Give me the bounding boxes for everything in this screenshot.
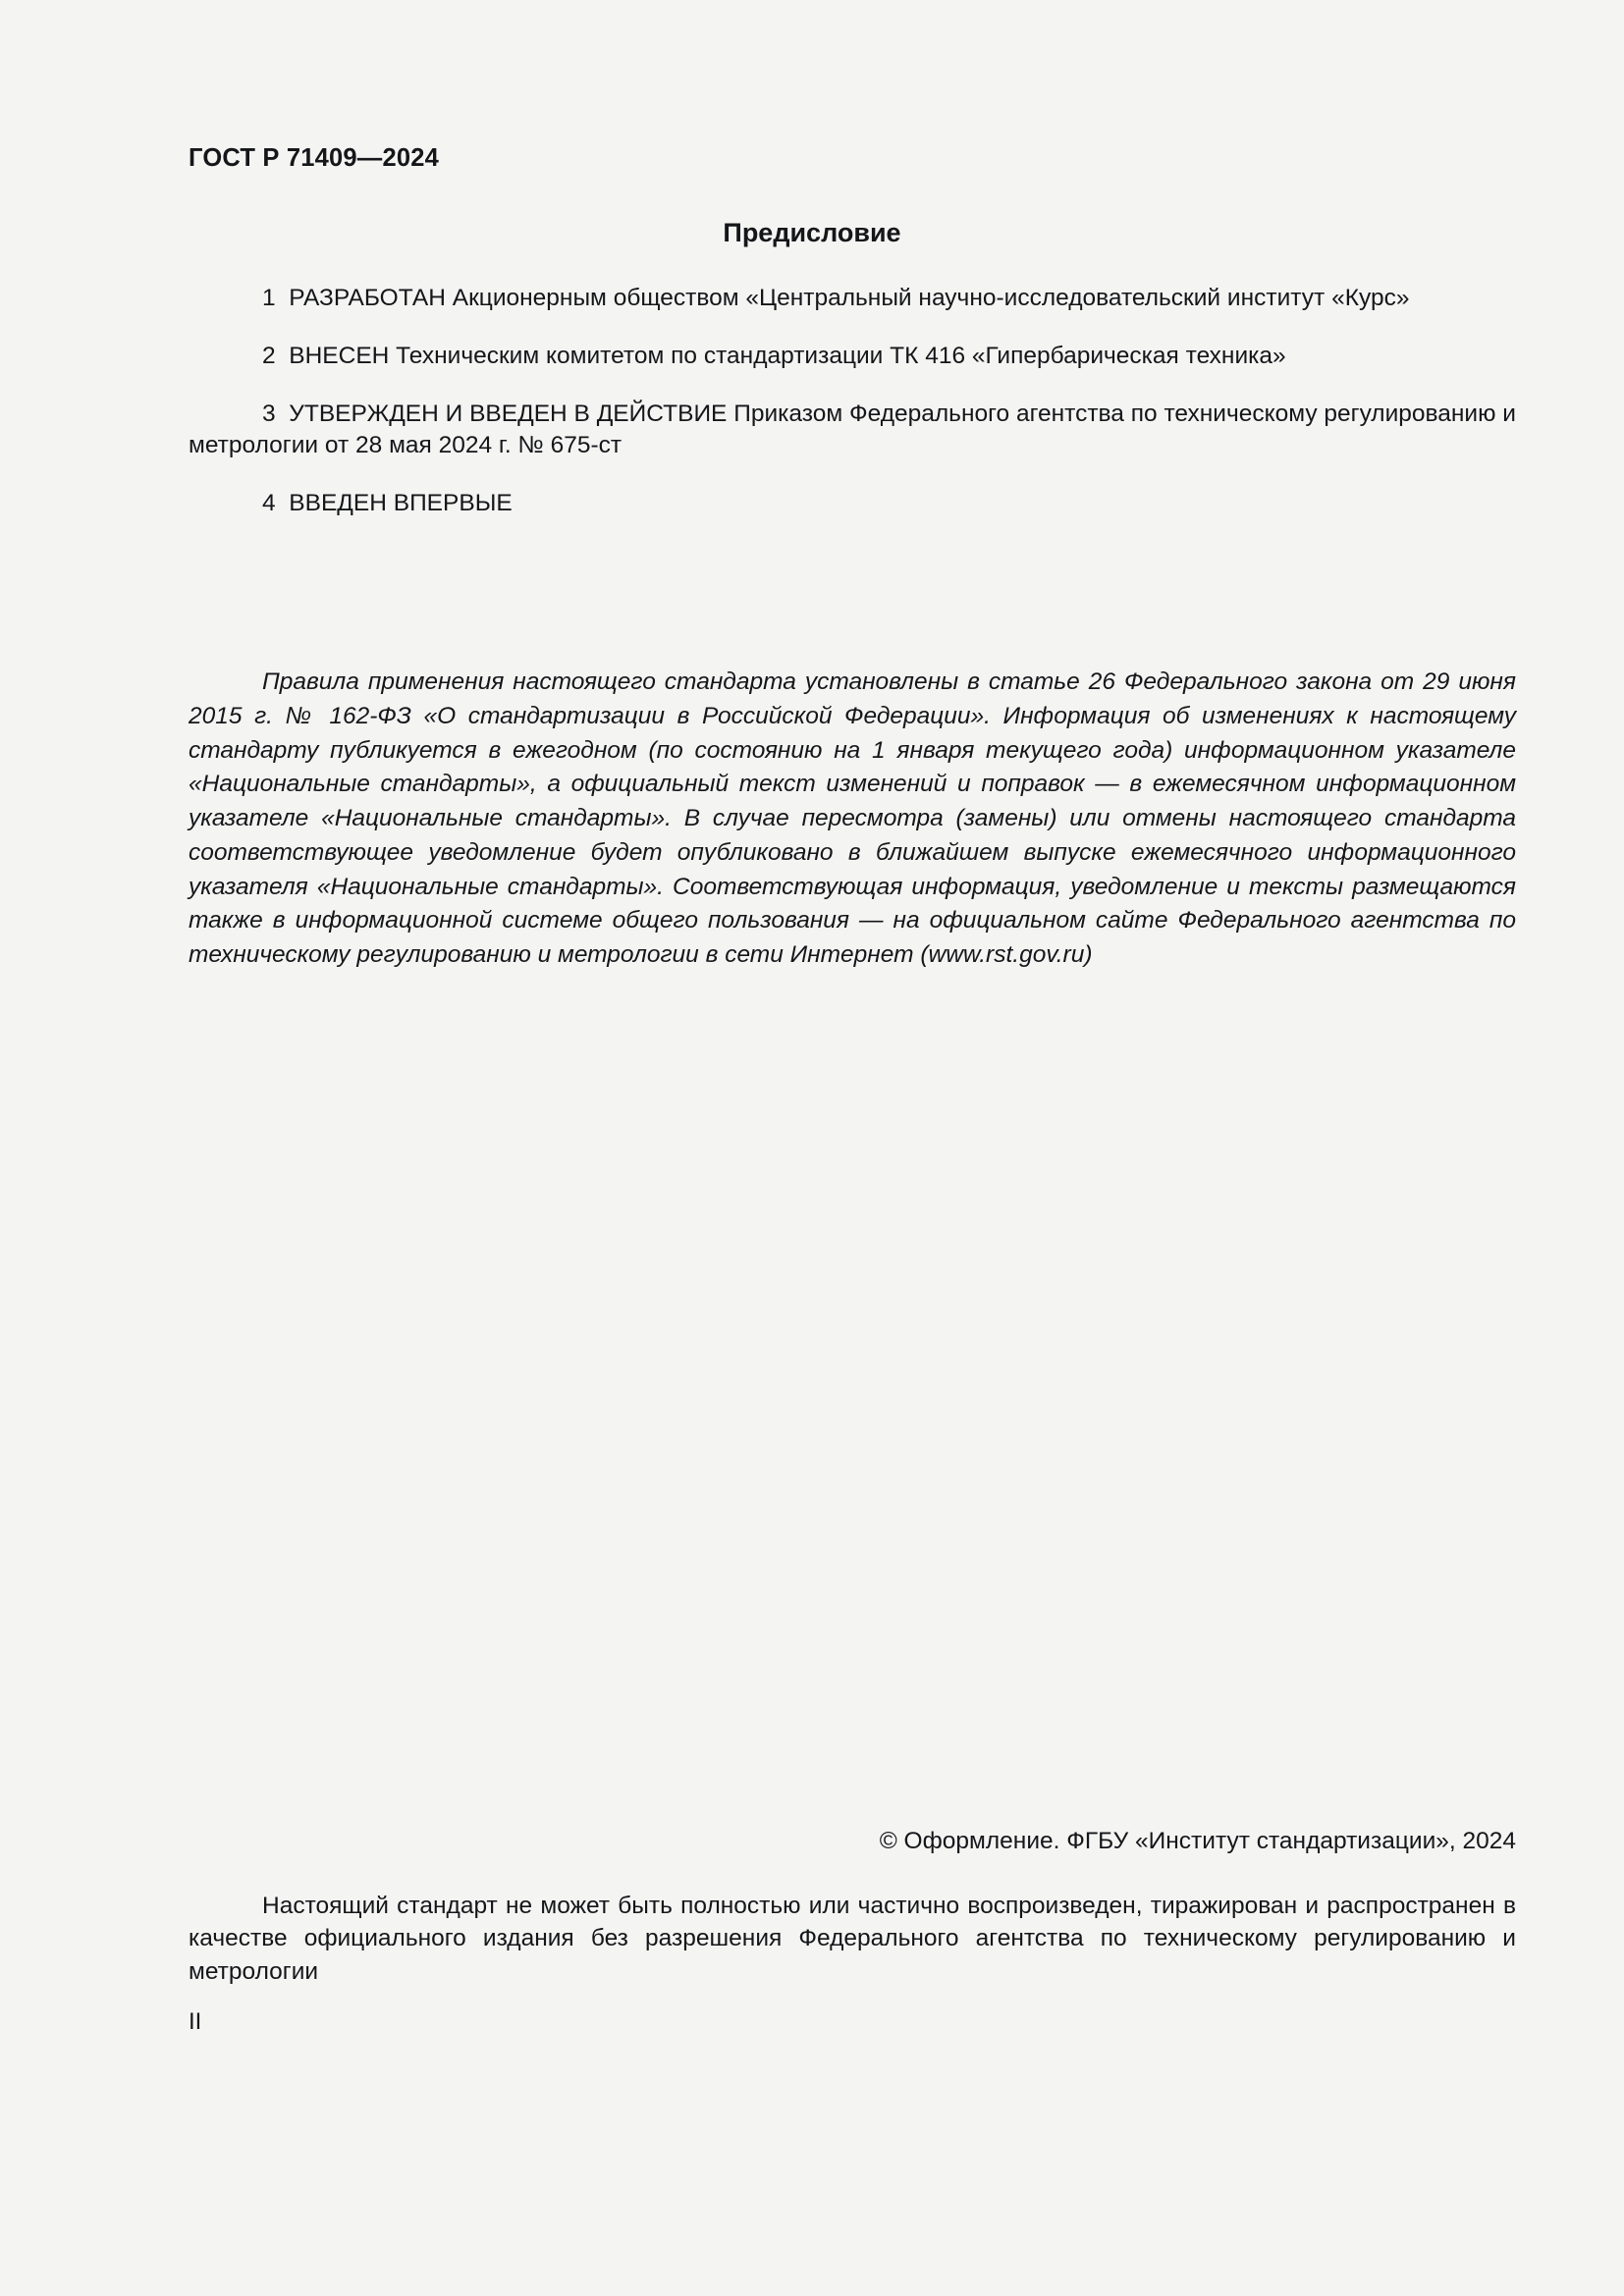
copyright-line: © Оформление. ФГБУ «Институт стандартизации», 2024	[879, 1828, 1516, 1854]
clause-item	[189, 341, 1516, 373]
clause-item	[189, 399, 1516, 463]
clause-text: ВНЕСЕН Техническим комитетом по стандартизации ТК 416 «Гипербарическая техника»	[289, 342, 1286, 369]
clause-item	[189, 488, 1516, 520]
clause-text: ВВЕДЕН ВПЕРВЫЕ	[289, 490, 513, 517]
clause-text: УТВЕРЖДЕН И ВВЕДЕН В ДЕЙСТВИЕ Приказом Федерального агентства по техническому регулированию и метрологии от 28 мая 2024 г. № 675-ст	[189, 400, 1516, 459]
clause-number: 3	[262, 400, 276, 427]
clause-number: 1	[262, 285, 276, 311]
application-rules-notice: Правила применения настоящего стандарта установлены в статье 26 Федерального закона от 29 июня 2015 г. № 162-ФЗ «О стандартизации в Российской Федерации». Информация об изменениях к настоящему стандарту публикуется в ежегодном (по состоянию на 1 января текущего года) информационном указателе «Национальные стандарты», а официальный текст изменений и поправок — в ежемесячном информационном указателе «Национальные стандарты». В случае пересмотра (замены) или отмены настоящего стандарта соответствующее уведомление будет опубликовано в ближайшем выпуске ежемесячного информационного указателя «Национальные стандарты». Соответствующая информация, уведомление и тексты размещаются также в информационной системе общего пользования — на официальном сайте Федерального агентства по техническому регулированию и метрологии в сети Интернет (www.rst.gov.ru)	[189, 668, 1516, 969]
page-title: Предисловие	[723, 218, 901, 247]
clause-text: РАЗРАБОТАН Акционерным обществом «Центральный научно-исследовательский институт «Курс»	[289, 285, 1410, 311]
clause-number: 2	[262, 342, 276, 369]
clause-number: 4	[262, 490, 276, 517]
page-header-standard-code: ГОСТ Р 71409—2024	[189, 144, 440, 172]
clause-item	[189, 283, 1516, 315]
page-number: II	[189, 2008, 202, 2035]
reproduction-restriction-note: Настоящий стандарт не может быть полностью или частично воспроизведен, тиражирован и распространен в качестве официального издания без разрешения Федерального агентства по техническому регулированию и метрологии	[189, 1893, 1516, 1985]
clause-list	[189, 283, 1516, 520]
